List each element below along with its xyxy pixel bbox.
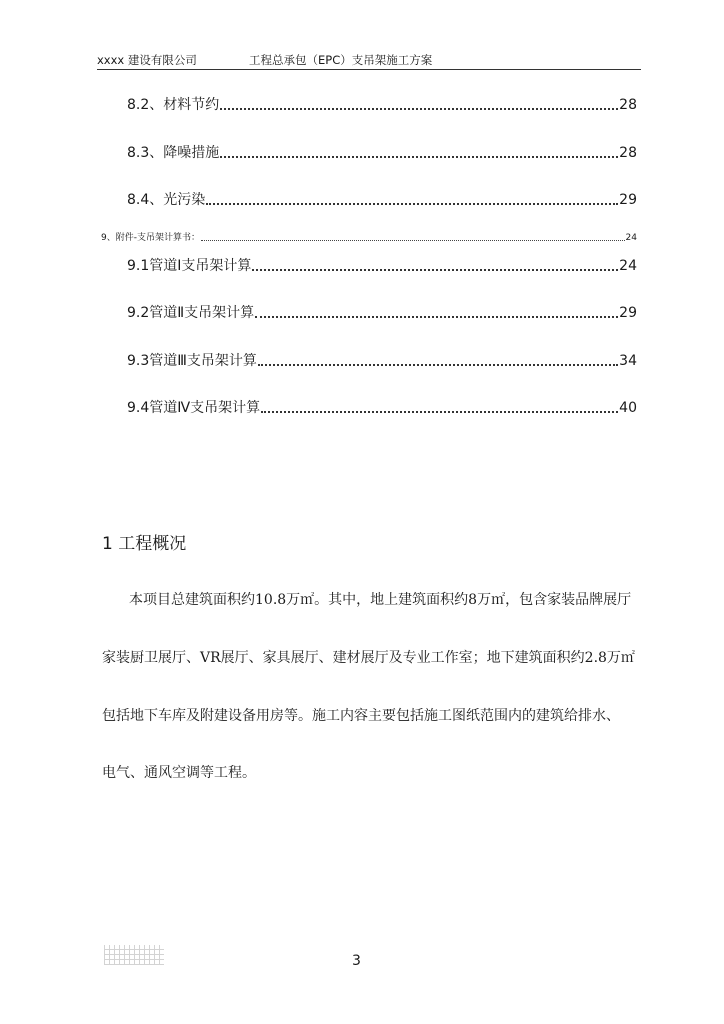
toc-entry-label: 9、附件-支吊架计算书： bbox=[101, 233, 200, 243]
toc-entry[interactable] bbox=[127, 352, 637, 370]
text-run-latin: VR bbox=[200, 650, 221, 666]
toc-entry-label: 8.3、降噪措施 bbox=[127, 145, 220, 161]
toc-leader-dots bbox=[252, 269, 618, 271]
toc-entry-page: 24 bbox=[625, 233, 637, 243]
toc-leader-dots bbox=[220, 108, 618, 110]
header-company: xxxx 建设有限公司 bbox=[97, 53, 197, 67]
header-doc-title: 工程总承包（EPC）支吊架施工方案 bbox=[249, 53, 433, 67]
watermark-graphic bbox=[104, 945, 164, 965]
toc-entry-label: 9.4管道Ⅳ支吊架计算 bbox=[127, 400, 261, 416]
toc-entry-chapter[interactable] bbox=[101, 232, 637, 244]
section-heading: 1 工程概况 bbox=[102, 534, 187, 554]
text-run: 。其中，地上建筑面积约 bbox=[314, 592, 469, 608]
toc-entry-label: 8.2、材料节约 bbox=[127, 97, 220, 113]
toc-entry[interactable] bbox=[127, 191, 637, 209]
toc-entry-label: 8.4、光污染 bbox=[127, 192, 206, 208]
page-header bbox=[97, 51, 641, 70]
toc-leader-dots bbox=[201, 240, 625, 241]
paragraph-line: 电气、通风空调等工程。 bbox=[102, 765, 256, 781]
toc-entry-label: 9.3管道Ⅲ支吊架计算 bbox=[127, 353, 257, 369]
text-run: 万㎡ bbox=[286, 592, 315, 608]
toc-leader-dots bbox=[206, 203, 618, 205]
text-run: 展厅、家具展厅、建材展厅及专业工作室；地下建筑面积约 bbox=[220, 650, 585, 666]
paragraph-line: 包括地下车库及附建设备用房等。施工内容主要包括施工图纸范围内的建筑给排水、 bbox=[102, 708, 620, 724]
toc-leader-dots bbox=[258, 364, 618, 366]
paragraph-line bbox=[102, 648, 635, 668]
page-number: 3 bbox=[352, 953, 361, 969]
toc-entry-label: 9.2管道Ⅱ支吊架计算 bbox=[127, 305, 255, 321]
text-run: 万㎡，包含家装品牌展厅 bbox=[477, 592, 632, 608]
toc-entry-page: 40 bbox=[619, 400, 637, 416]
toc-entry-page: 28 bbox=[619, 97, 637, 113]
toc-leader-dots bbox=[255, 316, 618, 318]
text-run-number: 10.8 bbox=[255, 592, 287, 608]
toc-entry-page: 29 bbox=[619, 192, 637, 208]
toc-entry-page: 34 bbox=[619, 353, 637, 369]
text-run-number: 8 bbox=[468, 592, 478, 608]
toc-leader-dots bbox=[261, 411, 618, 413]
toc-entry-page: 29 bbox=[619, 305, 637, 321]
text-run: 家装厨卫展厅、 bbox=[102, 650, 200, 666]
toc-entry[interactable] bbox=[127, 257, 637, 275]
text-run-number: 2.8 bbox=[584, 650, 607, 666]
toc-leader-dots bbox=[220, 156, 618, 158]
paragraph-line bbox=[129, 590, 631, 610]
toc-entry[interactable] bbox=[127, 144, 637, 162]
text-run: 本项目总建筑面积约 bbox=[129, 592, 255, 608]
text-run: 万㎡ bbox=[606, 650, 635, 666]
toc-entry[interactable] bbox=[127, 96, 637, 114]
toc-entry[interactable] bbox=[127, 399, 637, 417]
toc-entry-label: 9.1管道Ⅰ支吊架计算 bbox=[127, 258, 252, 274]
toc-entry-page: 28 bbox=[619, 145, 637, 161]
toc-entry[interactable] bbox=[127, 304, 637, 322]
toc-entry-page: 24 bbox=[619, 258, 637, 274]
